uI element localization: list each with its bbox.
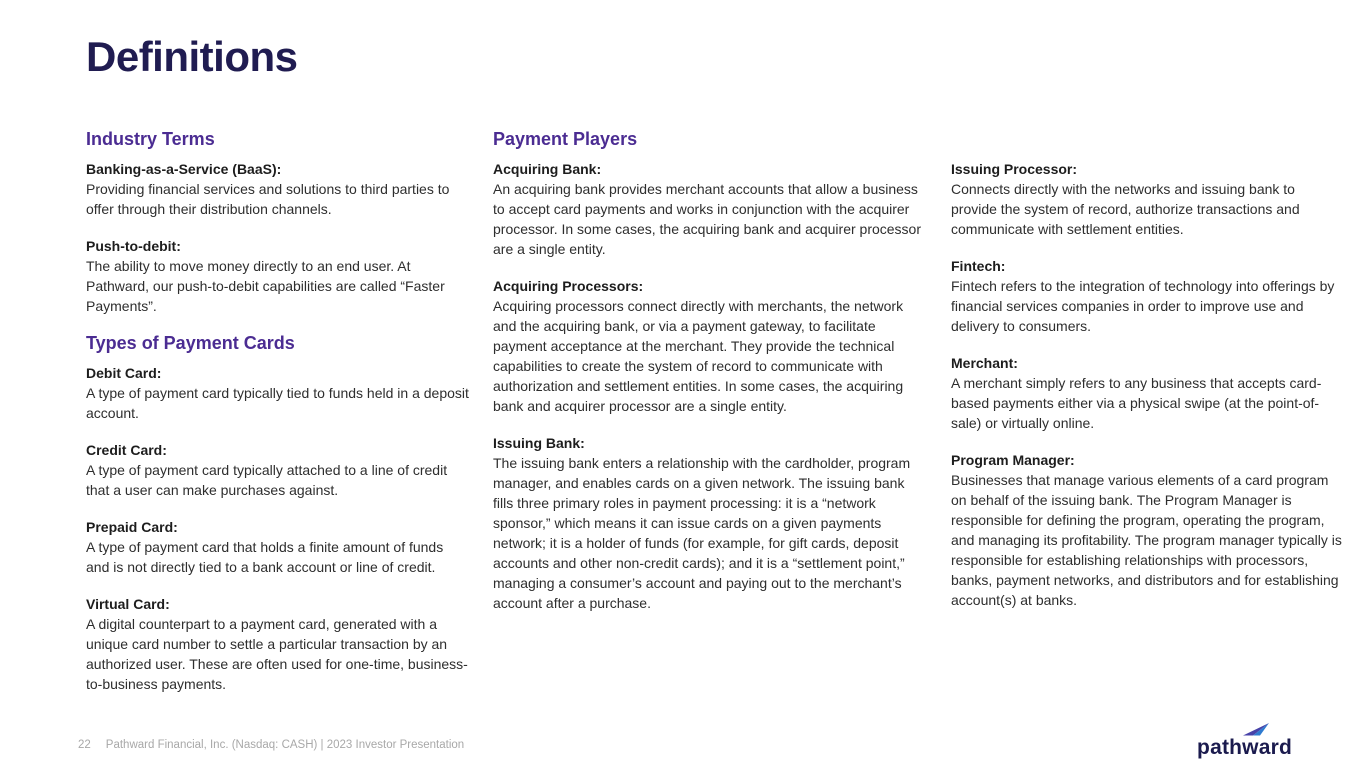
term-definition: A merchant simply refers to any business that accepts card-based payments either via a physical swipe (at the point-of-sale) or virtually online. [951, 375, 1322, 431]
term-definition: Fintech refers to the integration of technology into offerings by financial services companies in order to improve use and delivery to consumers. [951, 278, 1335, 334]
pathward-wordmark: pathward [1197, 736, 1292, 759]
term-definition: A type of payment card typically tied to funds held in a deposit account. [86, 385, 469, 421]
term-label: Debit Card: [86, 365, 162, 381]
section-payment-players [493, 129, 927, 613]
section-industry-terms [86, 129, 469, 316]
definition-item [86, 159, 469, 219]
definition-item [493, 276, 927, 416]
definition-item [86, 594, 469, 694]
definition-item [86, 236, 469, 316]
term-label: Fintech: [951, 258, 1006, 274]
definition-item [951, 353, 1343, 433]
section-types-of-payment-cards [86, 333, 469, 694]
term-label: Program Manager: [951, 452, 1075, 468]
section-heading: Industry Terms [86, 129, 215, 149]
term-label: Acquiring Processors: [493, 278, 644, 294]
term-definition: Providing financial services and solutions to third parties to offer through their distribution channels. [86, 181, 450, 217]
column-payment-players [493, 129, 927, 711]
footer-text: Pathward Financial, Inc. (Nasdaq: CASH) | 2023 Investor Presentation [105, 739, 465, 751]
term-definition: An acquiring bank provides merchant accounts that allow a business to accept card payments and works in conjunction with the acquirer processor. In some cases, the acquiring bank and acquirer processor are a single entity. [493, 181, 922, 257]
term-label: Banking-as-a-Service (BaaS): [86, 161, 282, 177]
definition-item [86, 517, 469, 577]
definition-item [493, 433, 927, 613]
term-label: Acquiring Bank: [493, 161, 602, 177]
footer [78, 739, 464, 751]
section-heading: Types of Payment Cards [86, 333, 295, 353]
pathward-arrow-icon [1243, 723, 1270, 736]
term-definition: A type of payment card that holds a finite amount of funds and is not directly tied to a bank account or line of credit. [86, 539, 444, 575]
term-label: Issuing Bank: [493, 435, 585, 451]
column-industry-terms [86, 129, 469, 711]
page-title: Definitions [86, 33, 298, 80]
term-definition: The issuing bank enters a relationship with the cardholder, program manager, and enables cards on a given network. The issuing bank fills three primary roles in payment processing: it is a “network sponsor,” which means it can issue cards on a given payments network; it is a holder of funds (for example, for gift cards, deposit accounts and other non-credit cards); and it is a “settlement point,” managing a consumer’s account and paying out to the merchant’s account after a purchase. [493, 455, 911, 611]
term-definition: A digital counterpart to a payment card, generated with a unique card number to settle a particular transaction by an authorized user. These are often used for one-time, business-to-business payments. [86, 616, 468, 692]
definition-item [86, 440, 469, 500]
column-payment-players-continued [951, 129, 1343, 711]
term-definition: Businesses that manage various elements of a card program on behalf of the issuing bank. The Program Manager is responsible for defining the program, operating the program, and managing its profitability. The program manager typically is responsible for establishing relationships with processors, banks, payment networks, and distributors and for establishing account(s) at banks. [951, 472, 1342, 608]
term-label: Prepaid Card: [86, 519, 178, 535]
term-definition: The ability to move money directly to an end user. At Pathward, our push-to-debit capabilities are called “Faster Payments”. [86, 258, 445, 314]
term-label: Merchant: [951, 355, 1018, 371]
term-label: Credit Card: [86, 442, 167, 458]
term-definition: Connects directly with the networks and issuing bank to provide the system of record, authorize transactions and communicate with settlement entities. [951, 181, 1300, 237]
term-label: Virtual Card: [86, 596, 170, 612]
term-definition: Acquiring processors connect directly with merchants, the network and the acquiring bank, or via a payment gateway, to facilitate payment acceptance at the merchant. They provide the technical capabilities to create the system of record to communicate with authorization and settlement entities. In some cases, the acquiring bank and acquirer processor are a single entity. [493, 298, 904, 414]
definitions-columns [86, 129, 1343, 711]
section-heading: Payment Players [493, 129, 638, 149]
pathward-logo [1197, 723, 1292, 758]
term-definition: A type of payment card typically attached to a line of credit that a user can make purchases against. [86, 462, 448, 498]
definition-item [493, 159, 927, 259]
section-payment-players-continued [951, 159, 1343, 610]
page-number: 22 [78, 739, 91, 751]
definition-item [86, 363, 469, 423]
definition-item [951, 159, 1343, 239]
term-label: Issuing Processor: [951, 161, 1078, 177]
term-label: Push-to-debit: [86, 238, 181, 254]
definition-item [951, 256, 1343, 336]
definition-item [951, 450, 1343, 610]
